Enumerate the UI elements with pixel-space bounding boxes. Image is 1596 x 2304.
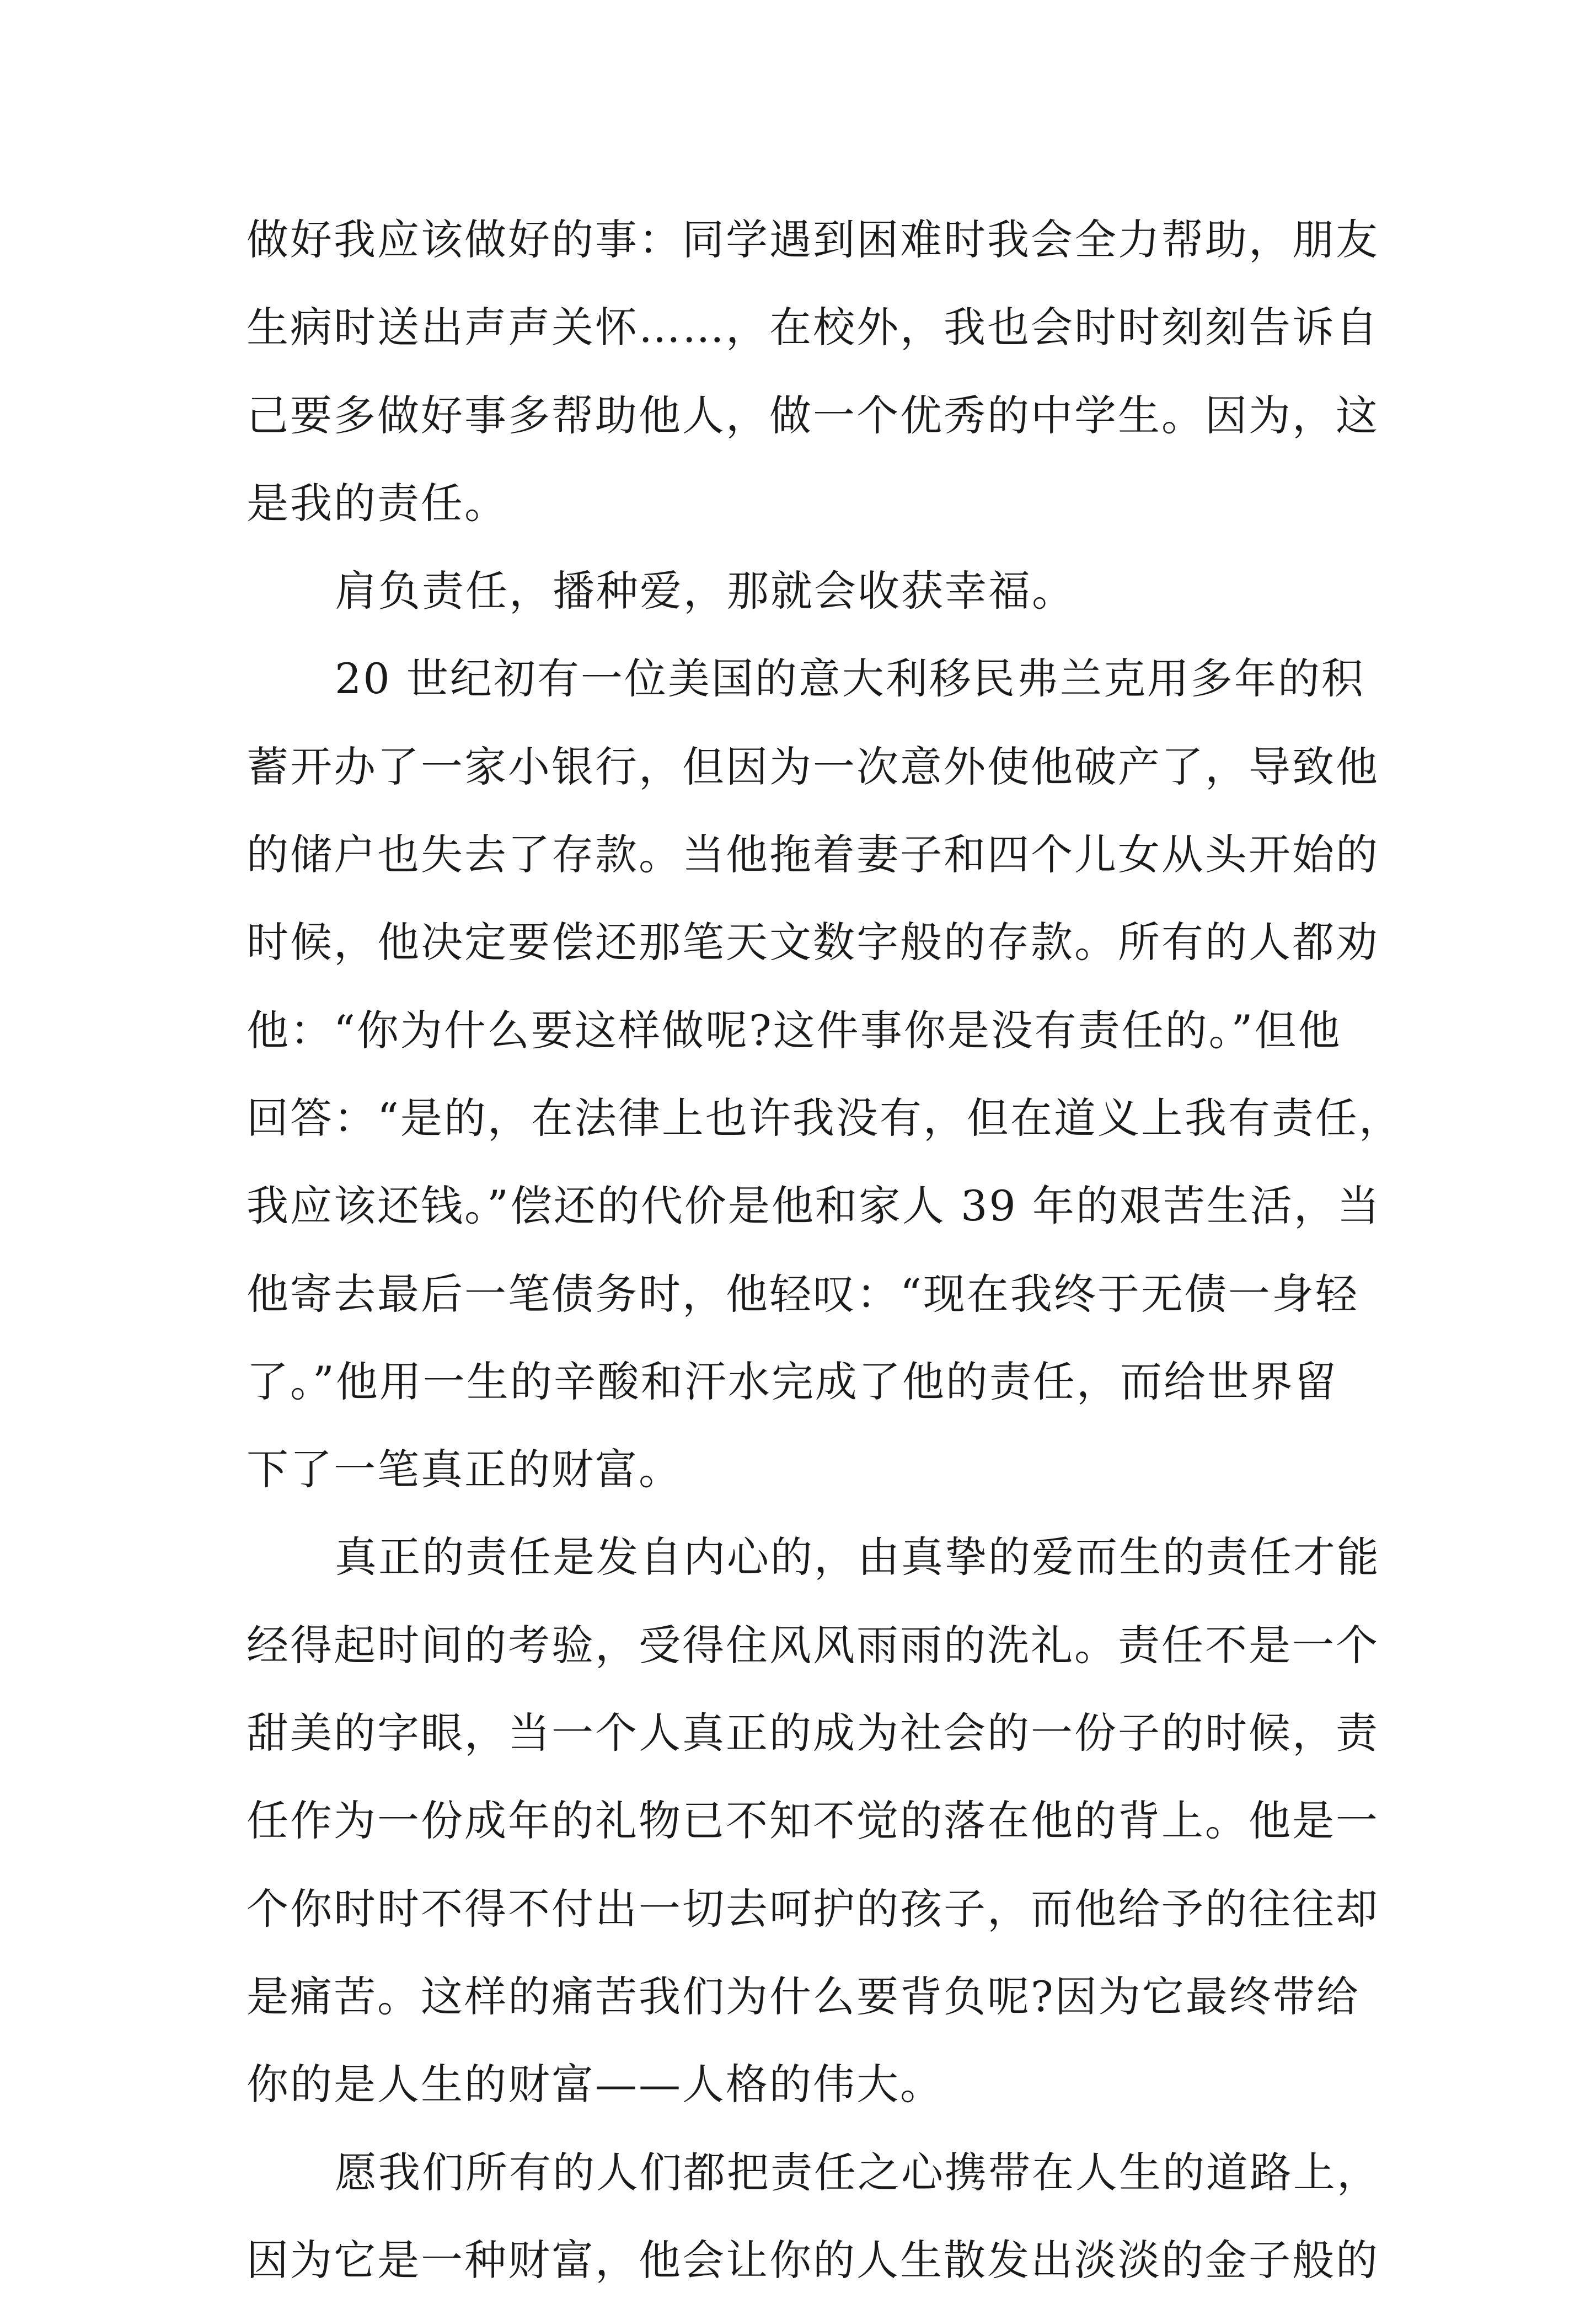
text-line: 了。”他用一生的辛酸和汗水完成了他的责任，而给世界留 (247, 1357, 1338, 1406)
text-line: 做好我应该做好的事：同学遇到困难时我会全力帮助，朋友 (247, 215, 1379, 264)
text-line: 他：“你为什么要这样做呢?这件事你是没有责任的。”但他 (247, 1005, 1342, 1055)
body-text (247, 196, 1402, 2304)
paragraph-2 (247, 547, 1363, 635)
text-line: 愿我们所有的人们都把责任之心携带在人生的道路上， (335, 2147, 1380, 2197)
text-line: 个你时时不得不付出一切去呵护的孩子，而他给予的往往却 (247, 1884, 1379, 1933)
text-line: 任作为一份成年的礼物已不知不觉的落在他的背上。他是一 (247, 1796, 1379, 1846)
text-line: 蓄开办了一家小银行，但因为一次意外使他破产了，导致他 (247, 742, 1379, 791)
text-line: 因为它是一种财富，他会让你的人生散发出淡淡的金子般的 (247, 2235, 1379, 2285)
text-line: 甜美的字眼，当一个人真正的成为社会的一份子的时候，责 (247, 1708, 1379, 1758)
text-line: 肩负责任，播种爱，那就会收获幸福。 (335, 566, 1075, 616)
text-line: 我应该还钱。”偿还的代价是他和家人 39 年的艰苦生活，当 (247, 1181, 1381, 1231)
text-line: 下了一笔真正的财富。 (247, 1445, 682, 1494)
text-line: 真正的责任是发自内心的，由真挚的爱而生的责任才能 (335, 1533, 1380, 1582)
text-line: 他寄去最后一笔债务时，他轻叹：“现在我终于无债一身轻 (247, 1269, 1359, 1319)
text-line: 是我的责任。 (247, 478, 508, 528)
text-line: 回答：“是的，在法律上也许我没有，但在道义上我有责任， (247, 1093, 1402, 1143)
text-line: 是痛苦。这样的痛苦我们为什么要背负呢?因为它最终带给 (247, 1971, 1360, 2021)
paragraph-4 (247, 1513, 1380, 2128)
paragraph-1 (247, 196, 1379, 547)
paragraph-5 (247, 2129, 1380, 2304)
text-line: 己要多做好事多帮助他人，做一个优秀的中学生。因为，这 (247, 390, 1379, 440)
text-line: 生病时送出声声关怀……，在校外，我也会时时刻刻告诉自 (247, 303, 1379, 352)
text-line: 经得起时间的考验，受得住风风雨雨的洗礼。责任不是一个 (247, 1620, 1379, 1670)
text-line: 20 世纪初有一位美国的意大利移民弗兰克用多年的积 (335, 654, 1365, 704)
text-line: 的储户也失去了存款。当他拖着妻子和四个儿女从头开始的 (247, 830, 1379, 880)
text-line: 你的是人生的财富——人格的伟大。 (247, 2060, 944, 2109)
text-line: 时候，他决定要偿还那笔天文数字般的存款。所有的人都劝 (247, 918, 1379, 967)
paragraph-3 (247, 635, 1402, 1513)
